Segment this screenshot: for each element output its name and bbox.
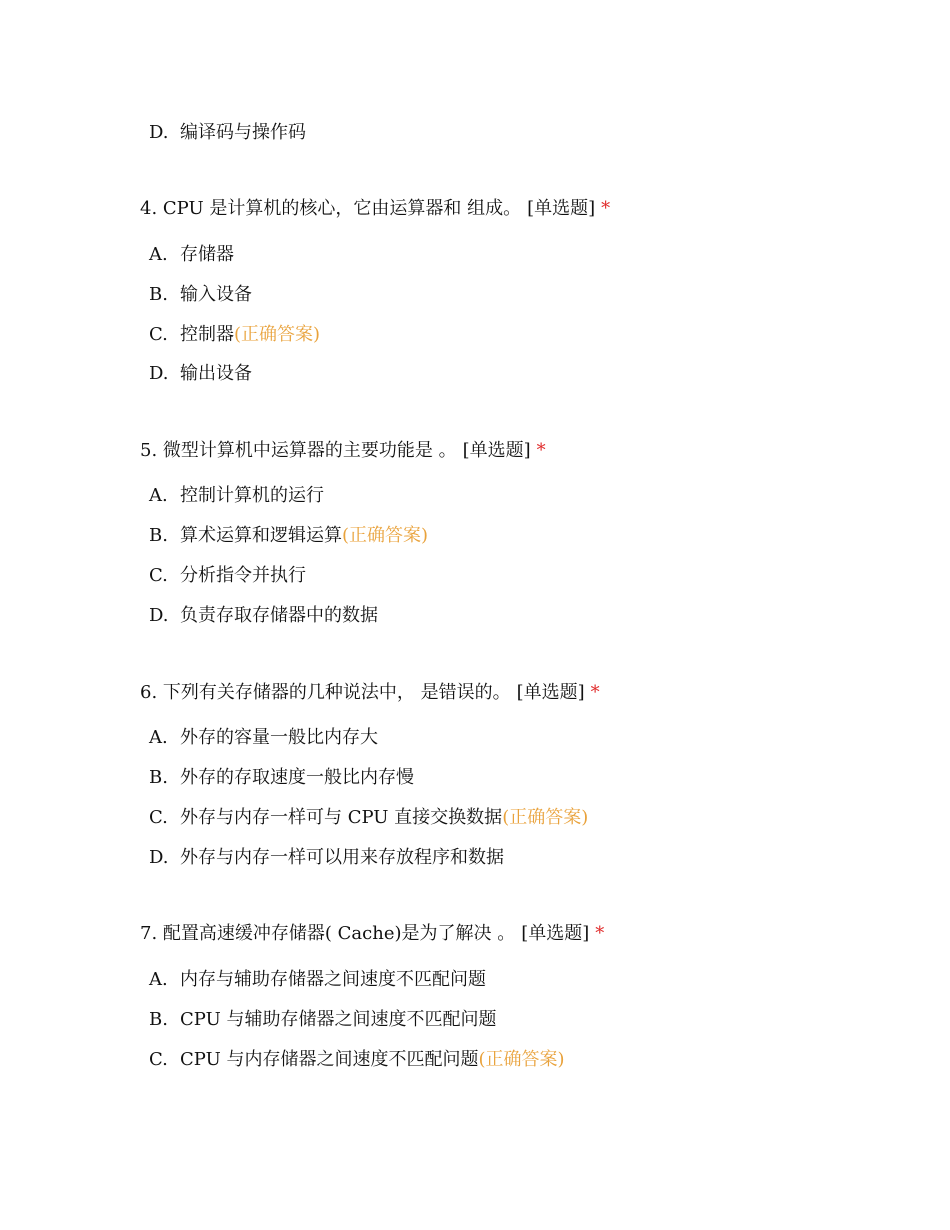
question-type-tag: [单选题] (516, 682, 585, 703)
option-letter: D. (149, 605, 169, 626)
question-5-option-d (149, 604, 378, 628)
correct-answer-marker: (正确答案) (502, 807, 589, 828)
question-stem: 5. 微型计算机中运算器的主要功能是 。 (140, 440, 457, 461)
option-text: 内存与辅助存储器之间速度不匹配问题 (180, 969, 486, 990)
question-6-option-a (149, 726, 378, 750)
question-5-option-c (149, 564, 306, 588)
question-type-tag: [单选题] (527, 198, 596, 219)
option-text: 外存与内存一样可与 CPU 直接交换数据 (180, 807, 503, 828)
option-text: CPU 与辅助存储器之间速度不匹配问题 (180, 1009, 497, 1030)
question-type-tag: [单选题] (521, 923, 590, 944)
correct-answer-marker: (正确答案) (478, 1049, 565, 1070)
option-letter: A. (149, 244, 168, 265)
option-letter: C. (149, 324, 168, 345)
option-letter: A. (149, 969, 168, 990)
question-4-title (140, 197, 610, 221)
option-letter: B. (149, 284, 168, 305)
option-previous-d (149, 121, 306, 145)
option-letter: C. (149, 1049, 168, 1070)
question-4-option-a (149, 243, 234, 267)
option-letter: B. (149, 525, 168, 546)
option-letter: D. (149, 363, 169, 384)
question-5-option-b (149, 524, 428, 548)
option-text: 外存的容量一般比内存大 (180, 727, 378, 748)
question-5-option-a (149, 484, 324, 508)
question-stem: 4. CPU 是计算机的核心，它由运算器和 组成。 (140, 198, 522, 219)
option-letter: A. (149, 485, 168, 506)
option-text: 控制计算机的运行 (180, 485, 324, 506)
question-5-title (140, 439, 546, 463)
required-star: * (601, 198, 611, 219)
question-4-option-c (149, 323, 320, 347)
option-text: 编译码与操作码 (180, 122, 306, 143)
question-6-option-b (149, 766, 414, 790)
question-7-option-b (149, 1008, 496, 1032)
option-letter: D. (149, 122, 169, 143)
question-stem: 7. 配置高速缓冲存储器( Cache)是为了解决 。 (140, 923, 516, 944)
option-letter: A. (149, 727, 168, 748)
correct-answer-marker: (正确答案) (342, 525, 429, 546)
option-text: 存储器 (180, 244, 234, 265)
option-text: 外存的存取速度一般比内存慢 (180, 767, 414, 788)
question-4-option-b (149, 283, 252, 307)
option-letter: B. (149, 1009, 168, 1030)
option-text: 输出设备 (180, 363, 252, 384)
question-6-title (140, 681, 600, 705)
question-7-title (140, 922, 604, 946)
question-4-option-d (149, 362, 252, 386)
option-letter: C. (149, 565, 168, 586)
option-text: 分析指令并执行 (180, 565, 306, 586)
option-text: 算术运算和逻辑运算 (180, 525, 342, 546)
required-star: * (536, 440, 546, 461)
option-text: 输入设备 (180, 284, 252, 305)
required-star: * (595, 923, 605, 944)
option-letter: B. (149, 767, 168, 788)
option-text: 负责存取存储器中的数据 (180, 605, 378, 626)
option-letter: C. (149, 807, 168, 828)
option-text: CPU 与内存储器之间速度不匹配问题 (180, 1049, 479, 1070)
question-6-option-c (149, 806, 588, 830)
required-star: * (590, 682, 600, 703)
question-stem: 6. 下列有关存储器的几种说法中， 是错误的。 (140, 682, 511, 703)
question-7-option-c (149, 1048, 565, 1072)
question-type-tag: [单选题] (462, 440, 531, 461)
option-letter: D. (149, 847, 169, 868)
option-text: 外存与内存一样可以用来存放程序和数据 (180, 847, 504, 868)
option-text: 控制器 (180, 324, 234, 345)
question-7-option-a (149, 968, 486, 992)
question-6-option-d (149, 846, 504, 870)
correct-answer-marker: (正确答案) (234, 324, 321, 345)
